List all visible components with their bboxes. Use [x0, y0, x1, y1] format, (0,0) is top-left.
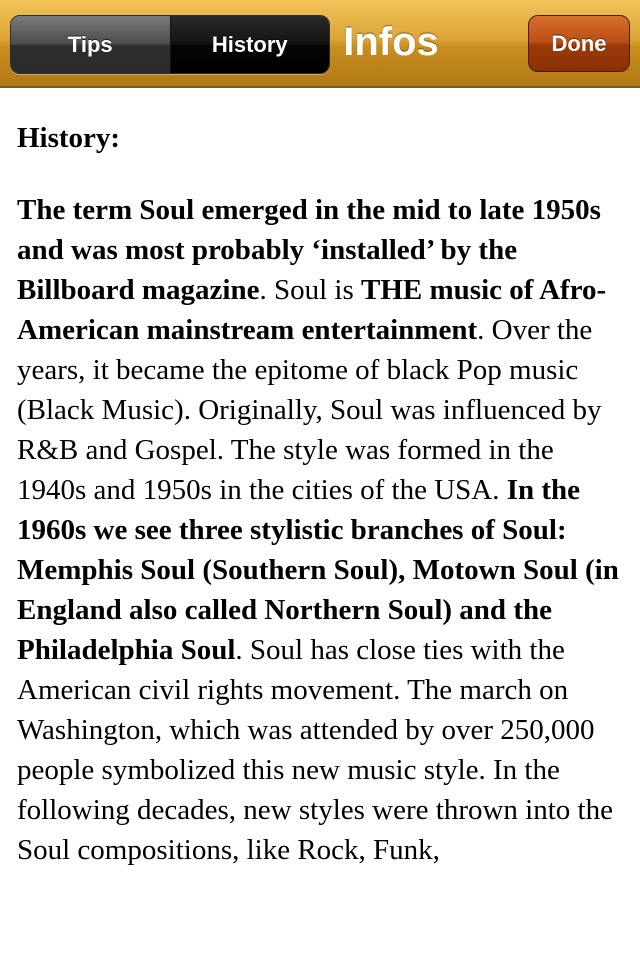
text-segment: . Soul is: [259, 274, 362, 306]
text-segment: . Over the years, it became the epitome of black Pop music (Black Music). Originally, Soul was influenced by R&B and Gospel. The style was formed in the 1940s and 1950s in the cities of the USA.: [17, 314, 602, 506]
section-heading: History:: [17, 122, 121, 154]
page-title: Infos: [343, 19, 439, 64]
text-segment-bold: THE music of Afro-American mainstream entertainment: [17, 274, 607, 346]
history-paragraph: [17, 190, 623, 870]
navigation-bar: [0, 0, 640, 88]
tab-tips[interactable]: Tips: [11, 16, 171, 73]
tab-history[interactable]: History: [171, 16, 330, 73]
info-content: [17, 118, 623, 870]
text-segment-bold: The term Soul emerged in the mid to late 1950s and was most probably ‘installed’ by the Billboard magazine: [17, 194, 601, 306]
text-segment-bold: In the 1960s we see three stylistic branches of Soul: Memphis Soul (Southern Soul), Motown Soul (in England also called Northern Soul) and the Philadelphia Soul: [17, 474, 619, 666]
segmented-control: [10, 15, 330, 74]
text-segment: . Soul has close ties with the American civil rights movement. The march on Washington, which was attended by over 250,000 people symbolized this new music style. In the following decades, new styles were thrown into the Soul compositions, like Rock, Funk,: [17, 634, 613, 866]
done-button[interactable]: Done: [528, 15, 630, 72]
